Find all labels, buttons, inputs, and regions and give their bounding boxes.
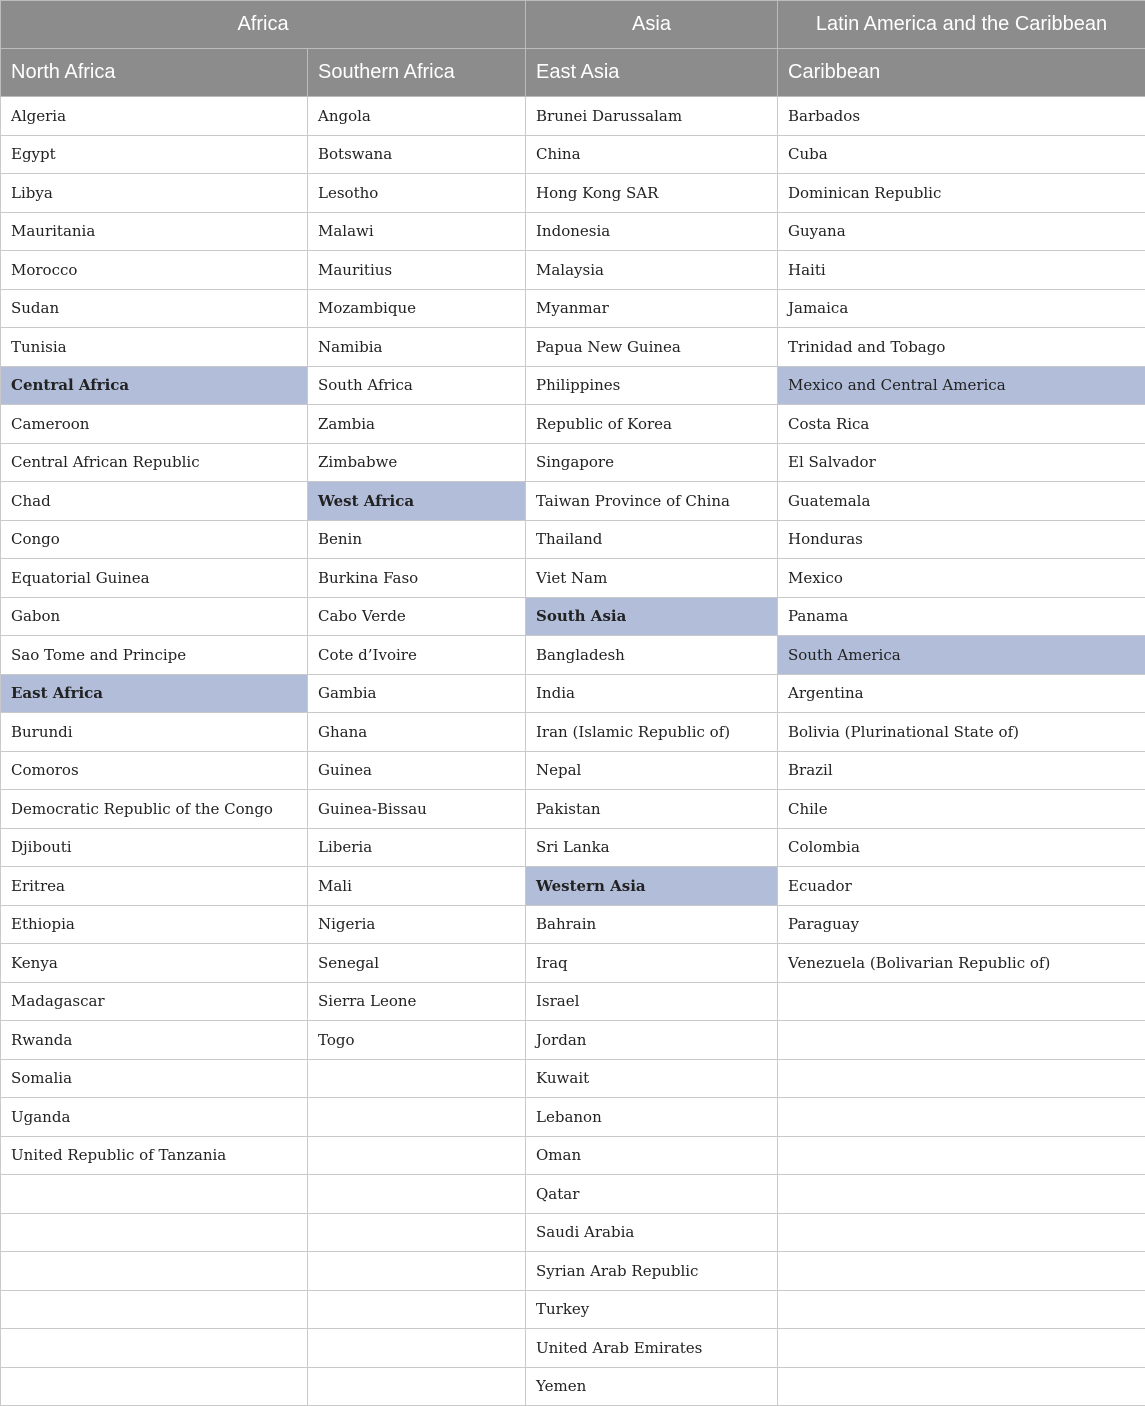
empty-cell: [308, 1290, 526, 1329]
country-cell: Morocco: [1, 251, 308, 290]
country-cell: Congo: [1, 520, 308, 559]
country-cell: Costa Rica: [778, 405, 1145, 444]
country-cell: Cameroon: [1, 405, 308, 444]
table-row: [1, 520, 1145, 559]
country-cell: Mauritius: [308, 251, 526, 290]
table-row: [1, 366, 1145, 405]
table-row: [1, 1290, 1145, 1329]
subregion-label: Western Asia: [526, 867, 778, 906]
empty-cell: [778, 1059, 1145, 1098]
group-header-asia: Asia: [526, 1, 778, 49]
country-cell: Zimbabwe: [308, 443, 526, 482]
empty-cell: [308, 1136, 526, 1175]
country-cell: Liberia: [308, 828, 526, 867]
country-cell: Haiti: [778, 251, 1145, 290]
country-cell: Argentina: [778, 674, 1145, 713]
country-cell: Central African Republic: [1, 443, 308, 482]
subregion-header-southern-africa: Southern Africa: [308, 49, 526, 97]
table-row: [1, 212, 1145, 251]
table-row: [1, 251, 1145, 290]
country-cell: Thailand: [526, 520, 778, 559]
country-cell: Ethiopia: [1, 905, 308, 944]
empty-cell: [778, 1252, 1145, 1291]
country-cell: Gambia: [308, 674, 526, 713]
subregion-label: Mexico and Central America: [778, 366, 1145, 405]
country-cell: Benin: [308, 520, 526, 559]
table-row: [1, 405, 1145, 444]
country-cell: Indonesia: [526, 212, 778, 251]
table-row: [1, 1059, 1145, 1098]
table-row: [1, 135, 1145, 174]
country-cell: Angola: [308, 97, 526, 136]
subregion-label: South Asia: [526, 597, 778, 636]
country-cell: Cote d’Ivoire: [308, 636, 526, 675]
table-body: [1, 97, 1145, 1406]
table-row: [1, 905, 1145, 944]
country-cell: Guinea-Bissau: [308, 790, 526, 829]
country-cell: South Africa: [308, 366, 526, 405]
country-cell: Rwanda: [1, 1021, 308, 1060]
country-cell: Eritrea: [1, 867, 308, 906]
country-cell: Guinea: [308, 751, 526, 790]
empty-cell: [778, 1213, 1145, 1252]
table-row: [1, 867, 1145, 906]
country-cell: Ghana: [308, 713, 526, 752]
country-cell: Botswana: [308, 135, 526, 174]
table-row: [1, 1021, 1145, 1060]
country-cell: China: [526, 135, 778, 174]
table-row: [1, 1213, 1145, 1252]
country-cell: Mozambique: [308, 289, 526, 328]
country-cell: Kuwait: [526, 1059, 778, 1098]
country-cell: Libya: [1, 174, 308, 213]
country-cell: Sri Lanka: [526, 828, 778, 867]
country-cell: Uganda: [1, 1098, 308, 1137]
country-cell: Gabon: [1, 597, 308, 636]
table-row: [1, 790, 1145, 829]
country-cell: Turkey: [526, 1290, 778, 1329]
empty-cell: [308, 1098, 526, 1137]
country-cell: Panama: [778, 597, 1145, 636]
table-row: [1, 982, 1145, 1021]
empty-cell: [778, 1021, 1145, 1060]
country-cell: Trinidad and Tobago: [778, 328, 1145, 367]
table-row: [1, 828, 1145, 867]
empty-cell: [1, 1213, 308, 1252]
empty-cell: [778, 982, 1145, 1021]
country-cell: Viet Nam: [526, 559, 778, 598]
country-cell: Syrian Arab Republic: [526, 1252, 778, 1291]
group-header-row: [1, 1, 1145, 49]
country-cell: Barbados: [778, 97, 1145, 136]
table-row: [1, 944, 1145, 983]
empty-cell: [778, 1367, 1145, 1406]
subregion-label: East Africa: [1, 674, 308, 713]
country-cell: Qatar: [526, 1175, 778, 1214]
empty-cell: [1, 1329, 308, 1368]
country-cell: Malaysia: [526, 251, 778, 290]
country-cell: Nepal: [526, 751, 778, 790]
country-cell: Honduras: [778, 520, 1145, 559]
country-cell: Brazil: [778, 751, 1145, 790]
country-cell: Iraq: [526, 944, 778, 983]
empty-cell: [778, 1290, 1145, 1329]
empty-cell: [1, 1290, 308, 1329]
country-cell: Nigeria: [308, 905, 526, 944]
country-cell: Sudan: [1, 289, 308, 328]
country-cell: Egypt: [1, 135, 308, 174]
country-cell: Jordan: [526, 1021, 778, 1060]
country-cell: Democratic Republic of the Congo: [1, 790, 308, 829]
country-cell: Comoros: [1, 751, 308, 790]
country-cell: Malawi: [308, 212, 526, 251]
country-cell: Togo: [308, 1021, 526, 1060]
country-cell: Israel: [526, 982, 778, 1021]
country-cell: El Salvador: [778, 443, 1145, 482]
country-cell: United Republic of Tanzania: [1, 1136, 308, 1175]
empty-cell: [1, 1175, 308, 1214]
country-cell: Djibouti: [1, 828, 308, 867]
group-header-africa: Africa: [1, 1, 526, 49]
empty-cell: [308, 1252, 526, 1291]
empty-cell: [308, 1175, 526, 1214]
country-cell: Venezuela (Bolivarian Republic of): [778, 944, 1145, 983]
country-cell: Chile: [778, 790, 1145, 829]
country-cell: Oman: [526, 1136, 778, 1175]
country-cell: Jamaica: [778, 289, 1145, 328]
country-cell: Ecuador: [778, 867, 1145, 906]
table-row: [1, 1136, 1145, 1175]
country-cell: Papua New Guinea: [526, 328, 778, 367]
country-cell: Senegal: [308, 944, 526, 983]
country-cell: Sierra Leone: [308, 982, 526, 1021]
subregion-header-east-asia: East Asia: [526, 49, 778, 97]
table-row: [1, 443, 1145, 482]
country-cell: Lesotho: [308, 174, 526, 213]
empty-cell: [308, 1059, 526, 1098]
table-row: [1, 97, 1145, 136]
subregion-label: South America: [778, 636, 1145, 675]
country-cell: Namibia: [308, 328, 526, 367]
subregion-label: Central Africa: [1, 366, 308, 405]
country-cell: Bangladesh: [526, 636, 778, 675]
country-cell: Dominican Republic: [778, 174, 1145, 213]
country-cell: Guatemala: [778, 482, 1145, 521]
country-cell: Mexico: [778, 559, 1145, 598]
country-cell: Bolivia (Plurinational State of): [778, 713, 1145, 752]
country-cell: United Arab Emirates: [526, 1329, 778, 1368]
table-row: [1, 713, 1145, 752]
table-row: [1, 1252, 1145, 1291]
subregion-header-north-africa: North Africa: [1, 49, 308, 97]
country-cell: India: [526, 674, 778, 713]
country-cell: Lebanon: [526, 1098, 778, 1137]
table-row: [1, 674, 1145, 713]
table-row: [1, 1329, 1145, 1368]
country-cell: Singapore: [526, 443, 778, 482]
country-cell: Guyana: [778, 212, 1145, 251]
country-cell: Philippines: [526, 366, 778, 405]
empty-cell: [308, 1329, 526, 1368]
empty-cell: [778, 1098, 1145, 1137]
empty-cell: [778, 1136, 1145, 1175]
table-row: [1, 597, 1145, 636]
country-cell: Brunei Darussalam: [526, 97, 778, 136]
table-row: [1, 1098, 1145, 1137]
table-row: [1, 482, 1145, 521]
country-cell: Hong Kong SAR: [526, 174, 778, 213]
country-cell: Mali: [308, 867, 526, 906]
country-cell: Mauritania: [1, 212, 308, 251]
country-cell: Colombia: [778, 828, 1145, 867]
table-row: [1, 559, 1145, 598]
empty-cell: [308, 1367, 526, 1406]
empty-cell: [308, 1213, 526, 1252]
country-cell: Yemen: [526, 1367, 778, 1406]
country-cell: Taiwan Province of China: [526, 482, 778, 521]
country-cell: Tunisia: [1, 328, 308, 367]
table-row: [1, 289, 1145, 328]
country-cell: Pakistan: [526, 790, 778, 829]
country-cell: Cabo Verde: [308, 597, 526, 636]
table-row: [1, 1367, 1145, 1406]
country-cell: Madagascar: [1, 982, 308, 1021]
country-cell: Cuba: [778, 135, 1145, 174]
country-cell: Burkina Faso: [308, 559, 526, 598]
country-cell: Iran (Islamic Republic of): [526, 713, 778, 752]
country-cell: Algeria: [1, 97, 308, 136]
country-cell: Bahrain: [526, 905, 778, 944]
table-row: [1, 174, 1145, 213]
empty-cell: [778, 1175, 1145, 1214]
table-row: [1, 1175, 1145, 1214]
country-cell: Myanmar: [526, 289, 778, 328]
subregion-header-caribbean: Caribbean: [778, 49, 1145, 97]
country-cell: Somalia: [1, 1059, 308, 1098]
country-cell: Saudi Arabia: [526, 1213, 778, 1252]
country-cell: Zambia: [308, 405, 526, 444]
country-cell: Sao Tome and Principe: [1, 636, 308, 675]
empty-cell: [778, 1329, 1145, 1368]
empty-cell: [1, 1252, 308, 1291]
country-cell: Chad: [1, 482, 308, 521]
subregion-header-row: [1, 49, 1145, 97]
empty-cell: [1, 1367, 308, 1406]
table-row: [1, 328, 1145, 367]
table-row: [1, 636, 1145, 675]
country-cell: Republic of Korea: [526, 405, 778, 444]
country-cell: Burundi: [1, 713, 308, 752]
table-row: [1, 751, 1145, 790]
country-cell: Kenya: [1, 944, 308, 983]
country-cell: Equatorial Guinea: [1, 559, 308, 598]
country-cell: Paraguay: [778, 905, 1145, 944]
subregion-label: West Africa: [308, 482, 526, 521]
group-header-latin-america-caribbean: Latin America and the Caribbean: [778, 1, 1145, 49]
